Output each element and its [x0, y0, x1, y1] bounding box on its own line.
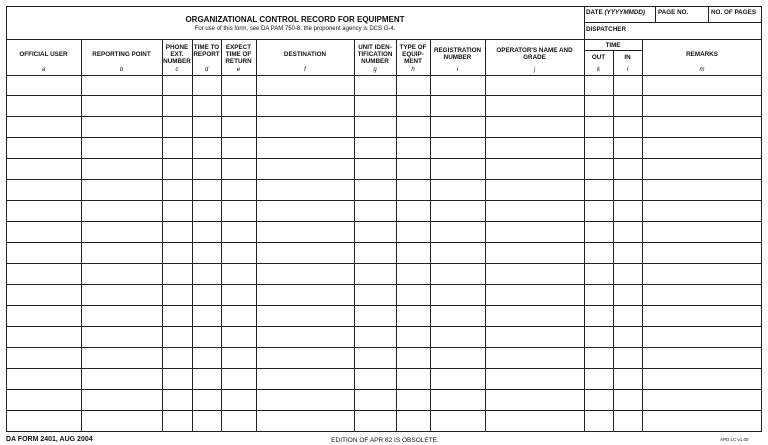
table-cell[interactable]: [354, 75, 396, 96]
table-cell[interactable]: [81, 411, 162, 432]
table-cell[interactable]: [642, 138, 762, 159]
column-header-h: TYPE OF EQUIP- MENT: [399, 44, 427, 65]
table-cell[interactable]: [354, 243, 396, 264]
form-title: ORGANIZATIONAL CONTROL RECORD FOR EQUIPMENT: [185, 15, 405, 24]
column-letter-e: e: [236, 67, 241, 73]
table-cell[interactable]: [485, 390, 584, 411]
table-cell[interactable]: [430, 222, 485, 243]
table-cell[interactable]: [354, 306, 396, 327]
column-letter-c: c: [175, 67, 179, 73]
page-no-field[interactable]: PAGE NO.: [658, 9, 689, 16]
table-cell[interactable]: [221, 264, 256, 285]
table-cell[interactable]: [396, 201, 430, 222]
no-of-pages-field[interactable]: NO. OF PAGES: [711, 9, 757, 16]
table-cell[interactable]: [485, 138, 584, 159]
table-cell[interactable]: [162, 138, 192, 159]
table-cell[interactable]: [192, 75, 221, 96]
table-cell[interactable]: [396, 264, 430, 285]
table-cell[interactable]: [256, 243, 354, 264]
table-cell[interactable]: [396, 390, 430, 411]
table-cell[interactable]: [6, 180, 81, 201]
table-cell[interactable]: [81, 117, 162, 138]
table-row: [6, 138, 762, 159]
table-cell[interactable]: [192, 96, 221, 117]
column-header-a: OFFICIAL USER: [19, 51, 68, 58]
table-cell[interactable]: [584, 285, 613, 306]
table-cell[interactable]: [584, 243, 613, 264]
table-cell[interactable]: [613, 138, 642, 159]
table-row: [6, 180, 762, 201]
dispatcher-field[interactable]: DISPATCHER: [586, 26, 626, 33]
table-cell[interactable]: [6, 201, 81, 222]
column-header-j: OPERATOR'S NAME AND GRADE: [496, 47, 573, 61]
table-cell[interactable]: [81, 75, 162, 96]
column-letter-g: g: [373, 67, 377, 73]
table-cell[interactable]: [642, 75, 762, 96]
column-letter-f: f: [304, 67, 306, 73]
column-letter-b: b: [119, 67, 124, 73]
table-row: [6, 411, 762, 432]
table-cell[interactable]: [162, 327, 192, 348]
table-cell[interactable]: [396, 96, 430, 117]
table-cell[interactable]: [485, 180, 584, 201]
table-cell[interactable]: [256, 222, 354, 243]
table-cell[interactable]: [485, 96, 584, 117]
header-mid-rule: [584, 22, 762, 23]
table-cell[interactable]: [81, 348, 162, 369]
table-cell[interactable]: [81, 180, 162, 201]
table-cell[interactable]: [256, 390, 354, 411]
table-cell[interactable]: [396, 369, 430, 390]
table-cell[interactable]: [584, 159, 613, 180]
column-letter-j: j: [533, 67, 536, 73]
table-cell[interactable]: [485, 222, 584, 243]
table-cell[interactable]: [221, 159, 256, 180]
table-cell[interactable]: [613, 411, 642, 432]
table-cell[interactable]: [613, 117, 642, 138]
table-cell[interactable]: [642, 285, 762, 306]
table-cell[interactable]: [354, 96, 396, 117]
table-cell[interactable]: [430, 96, 485, 117]
table-cell[interactable]: [354, 201, 396, 222]
version-code: APD LC v1.00: [720, 437, 749, 442]
table-cell[interactable]: [192, 306, 221, 327]
table-cell[interactable]: [613, 327, 642, 348]
time-group-rule: [584, 50, 642, 51]
table-cell[interactable]: [192, 243, 221, 264]
column-letter-k: k: [597, 67, 600, 73]
table-cell[interactable]: [6, 96, 81, 117]
table-cell[interactable]: [6, 222, 81, 243]
date-label: DATE: [586, 9, 603, 16]
table-cell[interactable]: [613, 306, 642, 327]
table-cell[interactable]: [584, 75, 613, 96]
table-cell[interactable]: [584, 369, 613, 390]
table-cell[interactable]: [256, 117, 354, 138]
table-cell[interactable]: [162, 180, 192, 201]
table-cell[interactable]: [642, 348, 762, 369]
table-cell[interactable]: [162, 201, 192, 222]
table-cell[interactable]: [81, 96, 162, 117]
table-cell[interactable]: [642, 390, 762, 411]
table-cell[interactable]: [485, 348, 584, 369]
table-cell[interactable]: [613, 75, 642, 96]
time-group-label: TIME: [605, 42, 621, 49]
table-cell[interactable]: [430, 180, 485, 201]
table-row: [6, 264, 762, 285]
table-cell[interactable]: [6, 264, 81, 285]
table-cell[interactable]: [6, 159, 81, 180]
table-row: [6, 96, 762, 117]
table-cell[interactable]: [192, 369, 221, 390]
table-cell[interactable]: [6, 369, 81, 390]
table-cell[interactable]: [192, 285, 221, 306]
table-cell[interactable]: [430, 75, 485, 96]
table-cell[interactable]: [192, 390, 221, 411]
table-cell[interactable]: [162, 285, 192, 306]
table-cell[interactable]: [221, 96, 256, 117]
table-cell[interactable]: [221, 180, 256, 201]
table-cell[interactable]: [485, 201, 584, 222]
table-cell[interactable]: [81, 138, 162, 159]
table-row: [6, 159, 762, 180]
table-cell[interactable]: [430, 201, 485, 222]
table-cell[interactable]: [162, 117, 192, 138]
table-cell[interactable]: [6, 390, 81, 411]
table-cell[interactable]: [221, 138, 256, 159]
table-cell[interactable]: [430, 138, 485, 159]
table-cell[interactable]: [642, 96, 762, 117]
table-cell[interactable]: [613, 348, 642, 369]
table-cell[interactable]: [613, 390, 642, 411]
table-cell[interactable]: [221, 348, 256, 369]
table-cell[interactable]: [354, 117, 396, 138]
table-cell[interactable]: [430, 243, 485, 264]
table-cell[interactable]: [396, 222, 430, 243]
table-cell[interactable]: [642, 411, 762, 432]
column-letter-m: m: [699, 67, 705, 73]
column-letter-a: a: [41, 67, 46, 73]
table-row: [6, 369, 762, 390]
table-row: [6, 201, 762, 222]
table-cell[interactable]: [81, 285, 162, 306]
column-header-i: REGISTRATION NUMBER: [433, 47, 482, 61]
table-cell[interactable]: [256, 369, 354, 390]
table-cell[interactable]: [256, 180, 354, 201]
table-cell[interactable]: [584, 180, 613, 201]
column-header-g: UNIT IDEN- TIFICATION NUMBER: [357, 44, 393, 65]
table-cell[interactable]: [6, 348, 81, 369]
table-cell[interactable]: [354, 222, 396, 243]
table-cell[interactable]: [192, 264, 221, 285]
table-cell[interactable]: [354, 138, 396, 159]
table-cell[interactable]: [81, 306, 162, 327]
table-cell[interactable]: [221, 117, 256, 138]
table-cell[interactable]: [485, 75, 584, 96]
date-format: (YYYYMMDD): [604, 9, 646, 16]
table-cell[interactable]: [430, 117, 485, 138]
table-cell[interactable]: [584, 138, 613, 159]
table-cell[interactable]: [485, 243, 584, 264]
table-cell[interactable]: [192, 117, 221, 138]
table-cell[interactable]: [162, 411, 192, 432]
table-cell[interactable]: [584, 96, 613, 117]
table-cell[interactable]: [81, 243, 162, 264]
table-cell[interactable]: [430, 348, 485, 369]
column-header-f: DESTINATION: [283, 51, 327, 58]
table-cell[interactable]: [221, 243, 256, 264]
header-bottom-rule: [6, 39, 762, 40]
table-cell[interactable]: [162, 264, 192, 285]
table-cell[interactable]: [354, 411, 396, 432]
column-header-m: REMARKS: [686, 51, 718, 58]
column-header-l: IN: [624, 54, 631, 61]
table-cell[interactable]: [354, 159, 396, 180]
table-cell[interactable]: [221, 285, 256, 306]
table-cell[interactable]: [584, 264, 613, 285]
table-cell[interactable]: [192, 201, 221, 222]
table-cell[interactable]: [162, 159, 192, 180]
form-number: DA FORM 2401, AUG 2004: [6, 436, 93, 443]
table-cell[interactable]: [396, 285, 430, 306]
table-cell[interactable]: [396, 75, 430, 96]
table-cell[interactable]: [485, 117, 584, 138]
table-cell[interactable]: [6, 285, 81, 306]
table-cell[interactable]: [613, 222, 642, 243]
table-cell[interactable]: [81, 159, 162, 180]
table-cell[interactable]: [642, 117, 762, 138]
table-cell[interactable]: [81, 222, 162, 243]
table-cell[interactable]: [192, 180, 221, 201]
table-row: [6, 348, 762, 369]
table-cell[interactable]: [162, 369, 192, 390]
table-cell[interactable]: [354, 264, 396, 285]
table-cell[interactable]: [642, 306, 762, 327]
table-cell[interactable]: [430, 390, 485, 411]
table-cell[interactable]: [584, 411, 613, 432]
edition-note: EDITION OF APR 62 IS OBSOLETE.: [331, 437, 439, 444]
table-cell[interactable]: [192, 159, 221, 180]
table-cell[interactable]: [485, 327, 584, 348]
table-cell[interactable]: [256, 411, 354, 432]
table-row: [6, 285, 762, 306]
table-row: [6, 75, 762, 96]
table-cell[interactable]: [613, 243, 642, 264]
table-cell[interactable]: [162, 306, 192, 327]
table-cell[interactable]: [221, 390, 256, 411]
table-cell[interactable]: [584, 201, 613, 222]
table-cell[interactable]: [81, 369, 162, 390]
table-row: [6, 117, 762, 138]
table-cell[interactable]: [485, 411, 584, 432]
column-header-b: REPORTING POINT: [92, 51, 151, 58]
table-cell[interactable]: [354, 348, 396, 369]
table-cell[interactable]: [221, 75, 256, 96]
table-cell[interactable]: [642, 264, 762, 285]
table-row: [6, 243, 762, 264]
table-cell[interactable]: [613, 159, 642, 180]
table-cell[interactable]: [642, 327, 762, 348]
table-cell[interactable]: [396, 159, 430, 180]
table-cell[interactable]: [396, 306, 430, 327]
date-field[interactable]: [586, 9, 645, 16]
table-cell[interactable]: [613, 264, 642, 285]
table-cell[interactable]: [354, 369, 396, 390]
table-cell[interactable]: [430, 369, 485, 390]
table-cell[interactable]: [256, 327, 354, 348]
table-cell[interactable]: [256, 138, 354, 159]
table-cell[interactable]: [6, 138, 81, 159]
table-cell[interactable]: [256, 306, 354, 327]
table-cell[interactable]: [162, 390, 192, 411]
table-cell[interactable]: [81, 264, 162, 285]
column-letter-d: d: [204, 67, 209, 73]
page-divider: [655, 6, 656, 22]
table-cell[interactable]: [256, 96, 354, 117]
table-cell[interactable]: [221, 306, 256, 327]
table-cell[interactable]: [81, 201, 162, 222]
table-cell[interactable]: [192, 327, 221, 348]
table-cell[interactable]: [584, 306, 613, 327]
table-cell[interactable]: [6, 411, 81, 432]
table-cell[interactable]: [396, 243, 430, 264]
table-cell[interactable]: [256, 264, 354, 285]
table-cell[interactable]: [485, 159, 584, 180]
table-cell[interactable]: [256, 201, 354, 222]
table-cell[interactable]: [396, 348, 430, 369]
table-cell[interactable]: [642, 243, 762, 264]
table-cell[interactable]: [613, 96, 642, 117]
table-cell[interactable]: [354, 180, 396, 201]
table-cell[interactable]: [192, 222, 221, 243]
table-cell[interactable]: [584, 222, 613, 243]
table-cell[interactable]: [221, 411, 256, 432]
column-header-d: TIME TO REPORT: [193, 44, 220, 58]
table-cell[interactable]: [162, 243, 192, 264]
table-cell[interactable]: [584, 348, 613, 369]
table-cell[interactable]: [192, 348, 221, 369]
table-cell[interactable]: [613, 285, 642, 306]
form-subtitle: For use of this form, see DA PAM 750-8; the proponent agency is DCS G-4.: [194, 26, 396, 32]
table-cell[interactable]: [162, 348, 192, 369]
table-cell[interactable]: [613, 180, 642, 201]
table-cell[interactable]: [396, 327, 430, 348]
column-letter-i: i: [456, 67, 459, 73]
table-cell[interactable]: [642, 159, 762, 180]
table-cell[interactable]: [354, 285, 396, 306]
table-row: [6, 222, 762, 243]
table-cell[interactable]: [221, 222, 256, 243]
table-cell[interactable]: [81, 327, 162, 348]
table-cell[interactable]: [6, 117, 81, 138]
table-cell[interactable]: [642, 180, 762, 201]
table-cell[interactable]: [613, 201, 642, 222]
table-cell[interactable]: [6, 75, 81, 96]
table-cell[interactable]: [485, 369, 584, 390]
table-cell[interactable]: [256, 159, 354, 180]
table-cell[interactable]: [584, 327, 613, 348]
table-row: [6, 390, 762, 411]
table-cell[interactable]: [192, 138, 221, 159]
table-cell[interactable]: [430, 306, 485, 327]
table-cell[interactable]: [221, 201, 256, 222]
table-row: [6, 327, 762, 348]
table-cell[interactable]: [642, 201, 762, 222]
table-cell[interactable]: [192, 411, 221, 432]
column-header-k: OUT: [591, 54, 606, 61]
table-cell[interactable]: [396, 138, 430, 159]
table-cell[interactable]: [256, 348, 354, 369]
table-cell[interactable]: [430, 285, 485, 306]
table-cell[interactable]: [396, 180, 430, 201]
table-cell[interactable]: [396, 411, 430, 432]
pages-divider: [708, 6, 709, 22]
column-header-c: PHONE EXT. NUMBER: [163, 44, 191, 65]
table-cell[interactable]: [396, 117, 430, 138]
column-letter-h: h: [411, 67, 415, 73]
column-header-e: EXPECT TIME OF RETURN: [225, 44, 252, 65]
table-cell[interactable]: [221, 327, 256, 348]
table-cell[interactable]: [6, 243, 81, 264]
table-cell[interactable]: [6, 327, 81, 348]
table-cell[interactable]: [6, 306, 81, 327]
table-cell[interactable]: [81, 390, 162, 411]
table-cell[interactable]: [354, 390, 396, 411]
table-cell[interactable]: [584, 390, 613, 411]
table-cell[interactable]: [256, 75, 354, 96]
table-cell[interactable]: [485, 264, 584, 285]
table-cell[interactable]: [613, 369, 642, 390]
table-cell[interactable]: [162, 75, 192, 96]
table-cell[interactable]: [584, 117, 613, 138]
table-cell[interactable]: [430, 159, 485, 180]
table-cell[interactable]: [256, 285, 354, 306]
table-cell[interactable]: [162, 222, 192, 243]
table-cell[interactable]: [485, 285, 584, 306]
table-cell[interactable]: [354, 327, 396, 348]
column-letter-l: l: [626, 67, 629, 73]
table-cell[interactable]: [642, 369, 762, 390]
table-cell[interactable]: [485, 306, 584, 327]
table-cell[interactable]: [642, 222, 762, 243]
table-cell[interactable]: [430, 327, 485, 348]
table-cell[interactable]: [221, 369, 256, 390]
table-cell[interactable]: [430, 411, 485, 432]
table-cell[interactable]: [162, 96, 192, 117]
table-row: [6, 306, 762, 327]
table-cell[interactable]: [430, 264, 485, 285]
